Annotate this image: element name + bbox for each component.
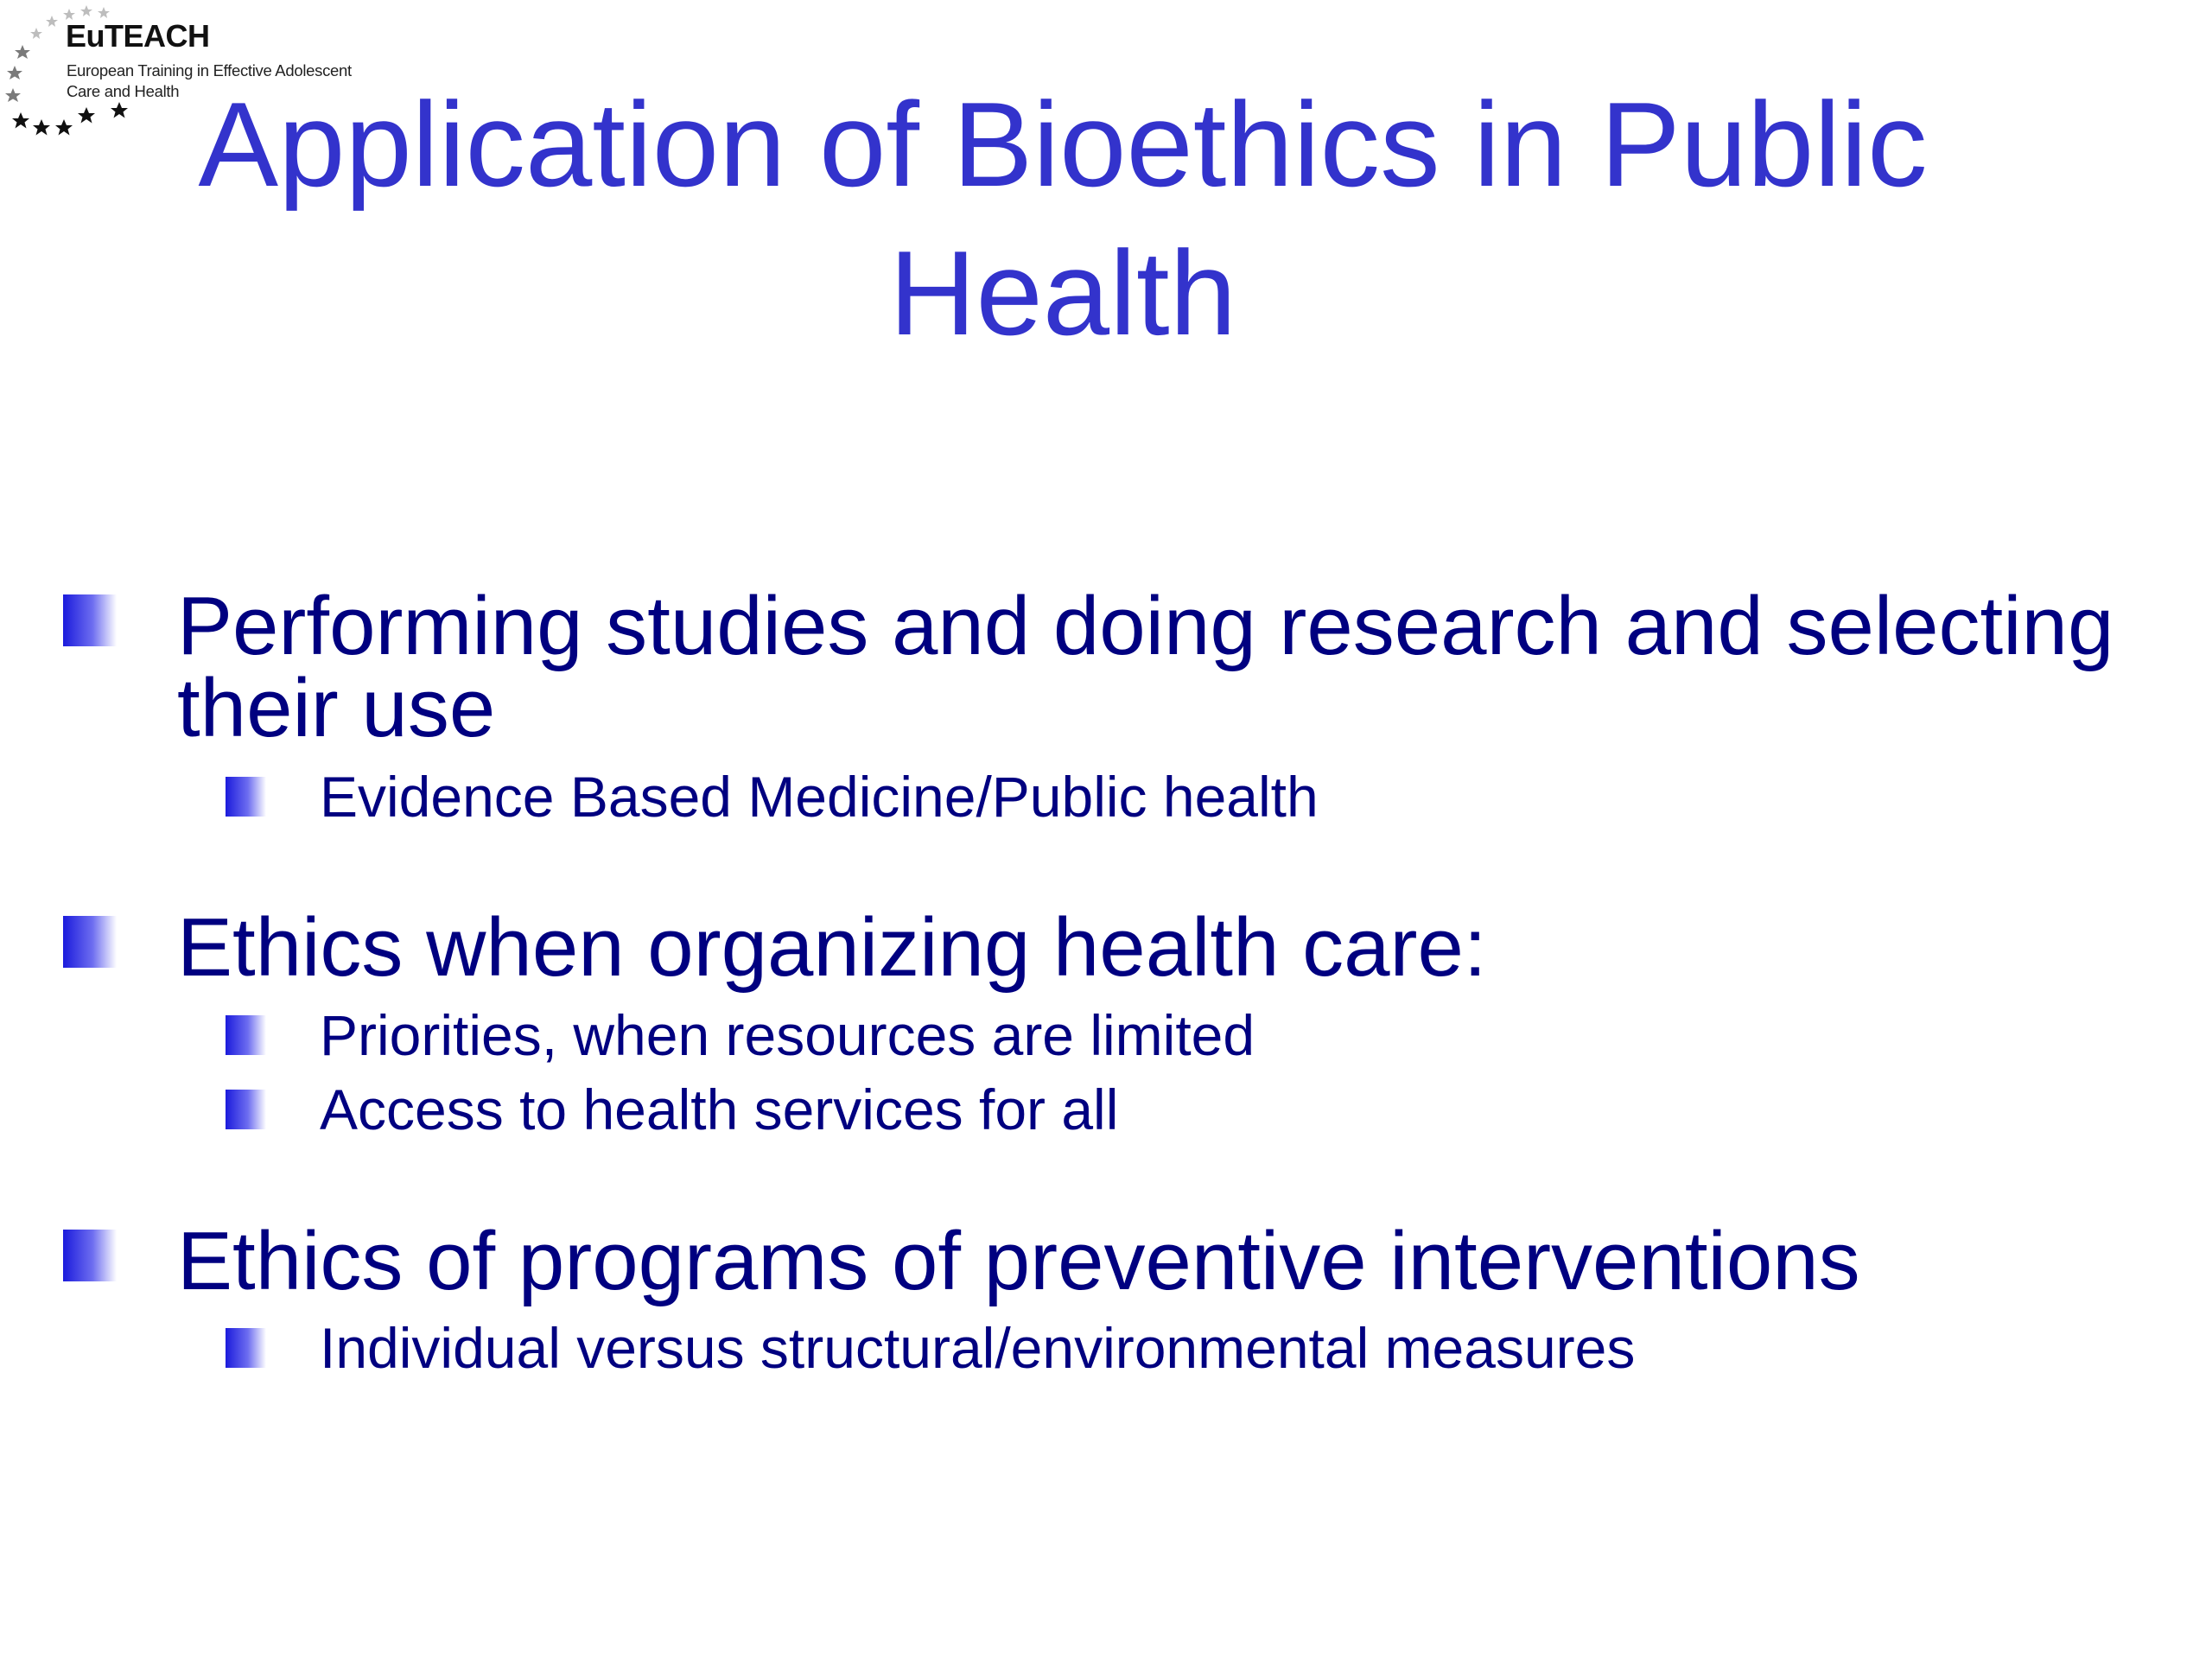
bullet-item: [177, 901, 2121, 994]
bullet-text: Ethics of programs of preventive interventions: [177, 1215, 1860, 1307]
bullet-text: Performing studies and doing research and selecting their use: [177, 580, 2114, 754]
sub-bullet-item: Individual versus structural/environmental measures: [320, 1316, 1636, 1380]
sub-bullet-square-icon: [226, 1015, 266, 1055]
bullet-square-icon: [63, 916, 117, 968]
slide-title-line2: Health: [889, 226, 1236, 360]
sub-bullet-item: Evidence Based Medicine/Public health: [320, 765, 1319, 829]
logo-tagline-line1: European Training in Effective Adolescent: [67, 61, 352, 79]
logo-name: EuTEACH: [66, 18, 210, 54]
slide-title-line1: Application of Bioethics in Public: [198, 78, 1928, 212]
sub-bullet-square-icon: [226, 777, 266, 817]
bullet-square-icon: [63, 594, 117, 646]
sub-bullet-square-icon: [226, 1328, 266, 1368]
logo-tagline-line2: Care and Health: [67, 82, 180, 100]
bullet-item: [177, 1215, 2121, 1307]
sub-bullet-square-icon: [226, 1090, 266, 1129]
bullet-item: [177, 580, 2121, 754]
sub-bullet-item: Priorities, when resources are limited: [320, 1003, 1255, 1067]
bullet-text: Ethics when organizing health care:: [177, 901, 1487, 994]
bullet-square-icon: [63, 1230, 117, 1281]
sub-bullet-item: Access to health services for all: [320, 1077, 1119, 1141]
